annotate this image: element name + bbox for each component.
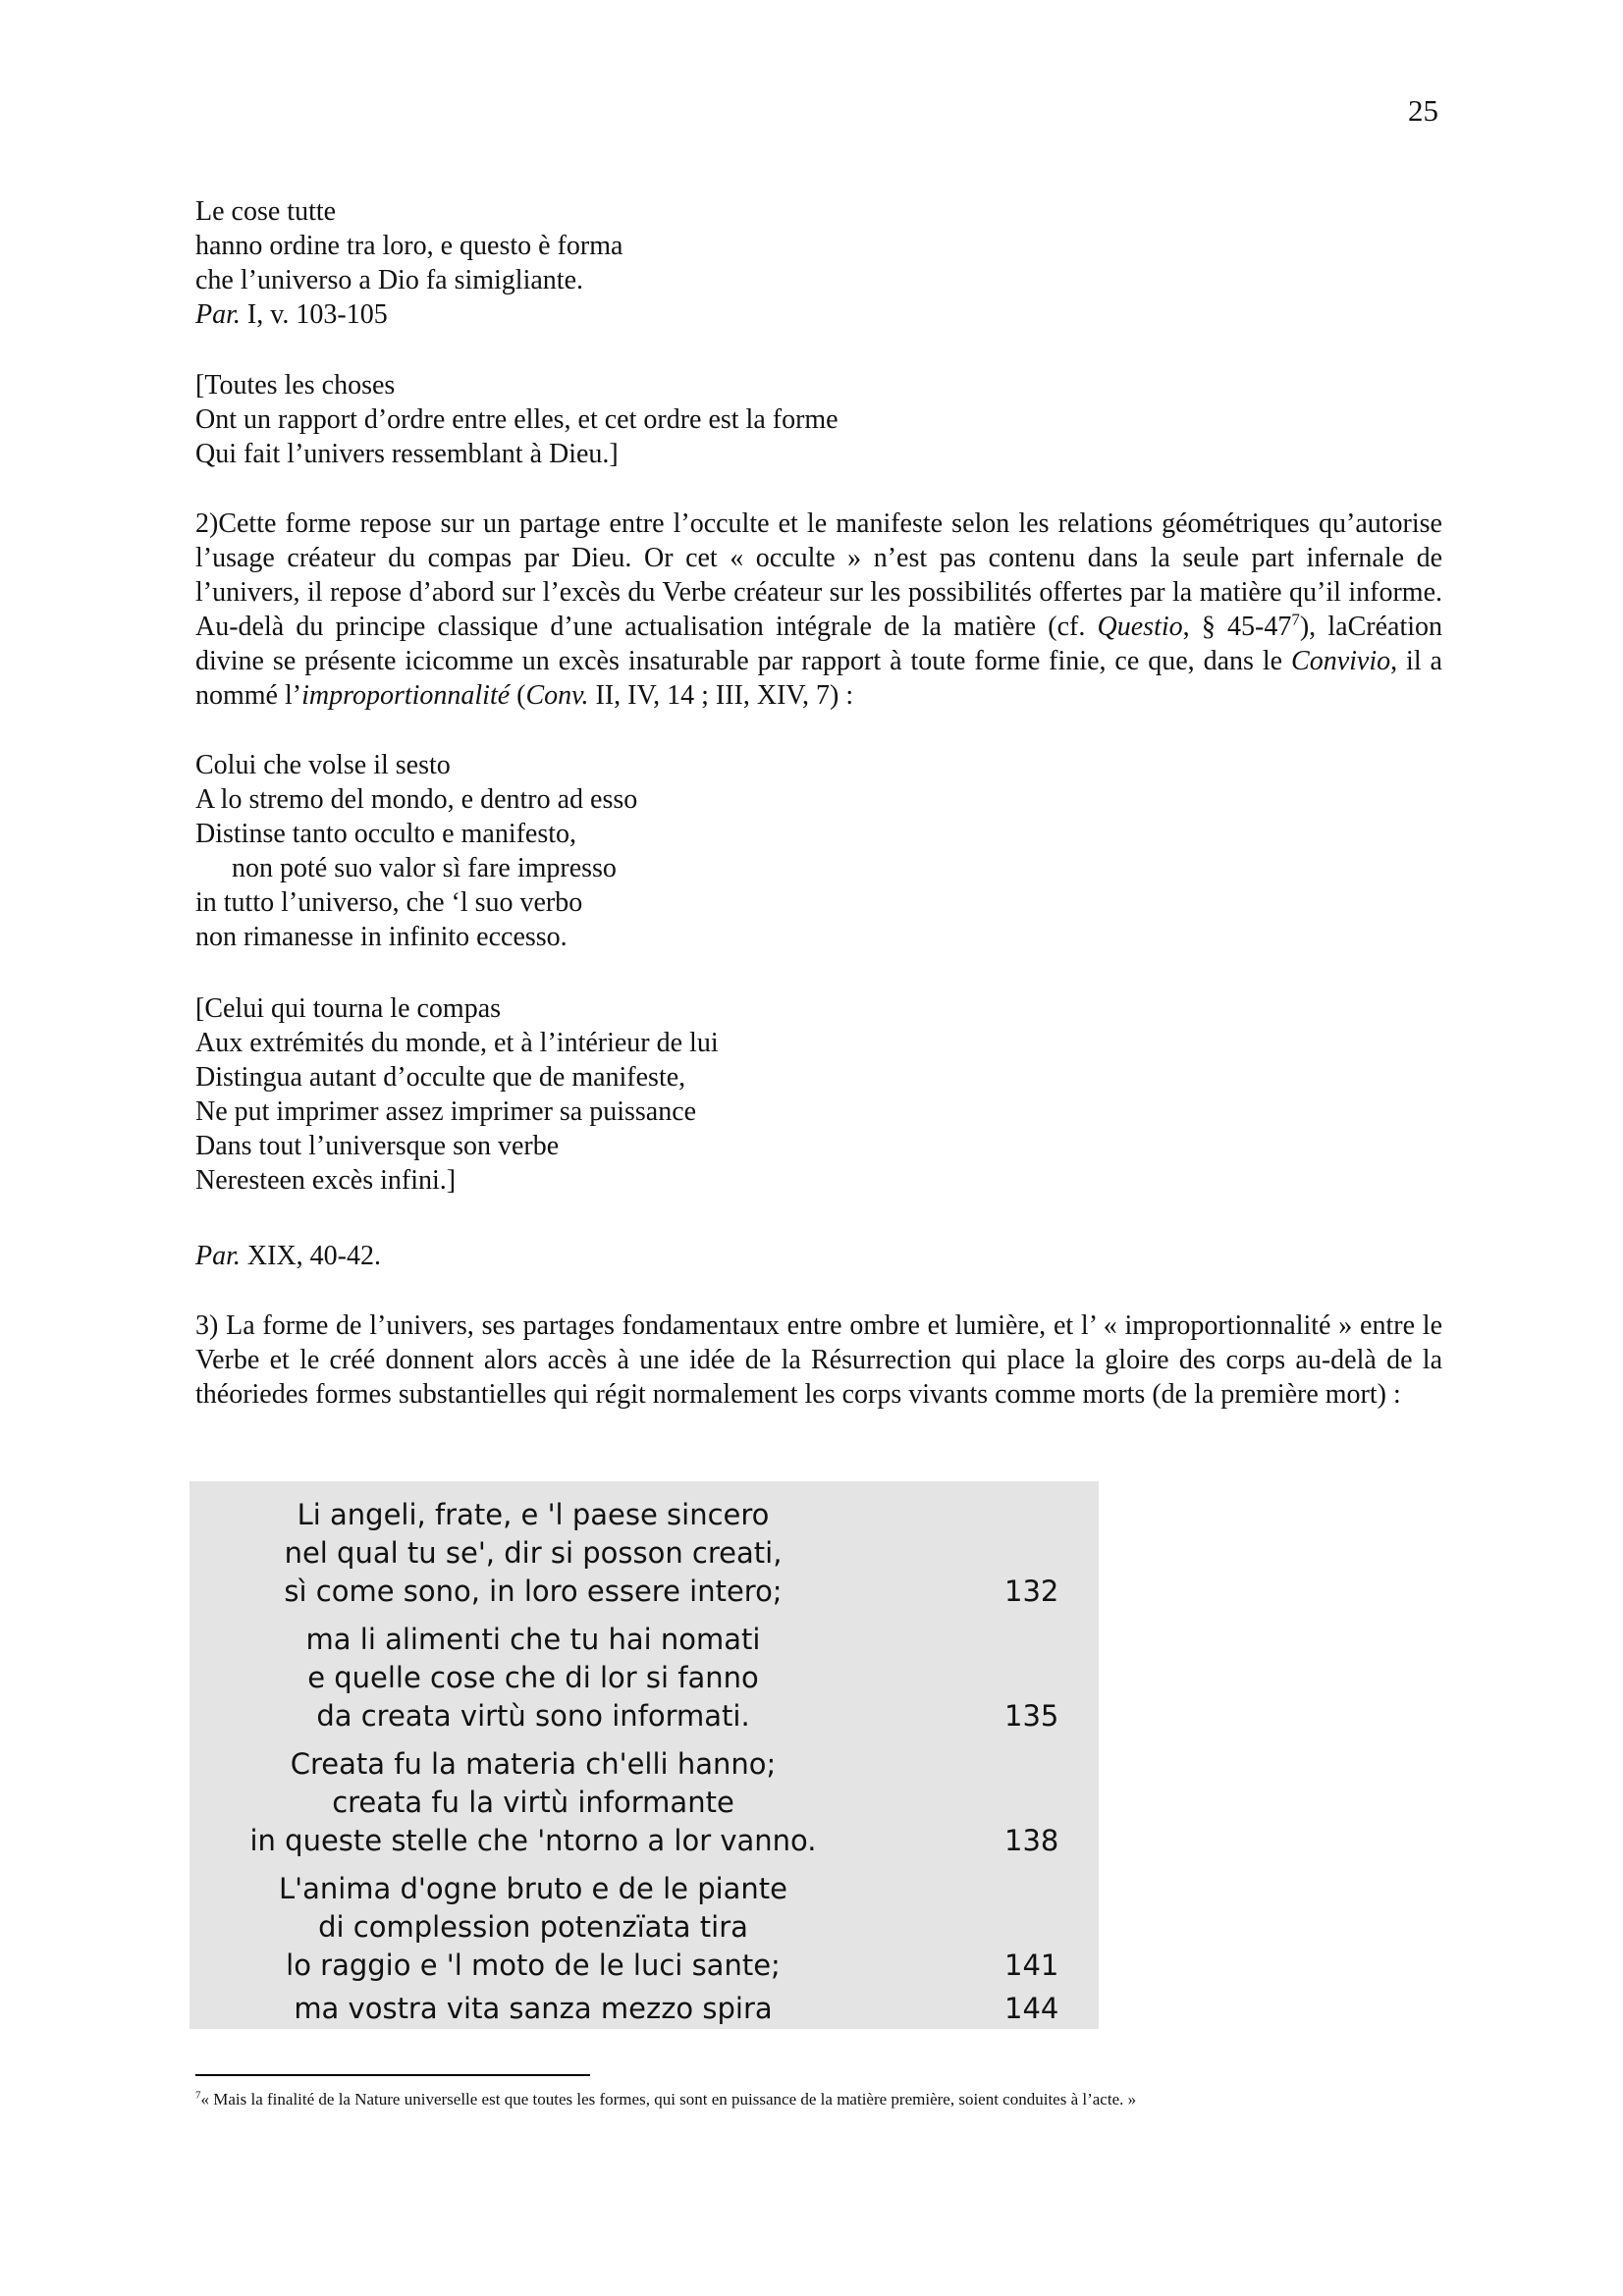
footnote-text: « Mais la finalité de la Nature universelle est que toutes les formes, qui sont en puissance de la matière première, soient conduites à l’acte. » bbox=[200, 2090, 1137, 2109]
line-number: 132 bbox=[1004, 1575, 1059, 1608]
translation-line: Neresteen excès infini.] bbox=[195, 1165, 457, 1196]
translation-line: Qui fait l’univers ressemblant à Dieu.] bbox=[195, 439, 619, 469]
translation-line: [Celui qui tourna le compas bbox=[195, 993, 502, 1024]
paragraph-3: 3) La forme de l’univers, ses partages fondamentaux entre ombre et lumière, et l’ « improportionnalité » entre le Verbe et le créé donnent alors accès à une idée de la Résurrection qui place la gloire des corps au-delà de la théoriedes formes substantielles qui régit normalement les corps vivants comme morts (de la première mort) : bbox=[195, 1310, 1442, 1410]
paragraph-2: 2)Cette forme repose sur un partage entre l’occulte et le manifeste selon les relations géométriques qu’autorise l’usage créateur du compas par Dieu. Or cet « occulte » n’est pas contenu dans la seule part infernale de l’univers, il repose d’abord sur l’excès du Verbe créateur sur les possibilités offertes par la matière qu’il informe. Au-delà du principe classique d’une actualisation intégrale de la matière (cf. Questio, § $45-47^7$), laCréation divine se présente icicomme un excès insaturable par rapport à toute forme finie, ce que, dans le Convivio, il a nommé l’improportionnalité (Conv. II, IV, 14 ; III, XIV, 7) : bbox=[195, 508, 1442, 711]
excerpt-line: ma vostra vita sanza mezzo spira 144 bbox=[189, 1988, 1099, 2027]
translation-2 bbox=[195, 991, 719, 1198]
verse-reference: Par. I, v. 103-105 bbox=[195, 299, 388, 330]
translation-line: Dans tout l’universque son verbe bbox=[195, 1131, 560, 1161]
excerpt-line: sì come sono, in loro essere intero; 132 bbox=[189, 1571, 1099, 1610]
line-number: 144 bbox=[1004, 1992, 1059, 2025]
line-number: 138 bbox=[1004, 1824, 1059, 1857]
verse-line: Distinse tanto occulto e manifesto, bbox=[195, 819, 577, 849]
footnote-separator bbox=[195, 2074, 590, 2076]
page-number: 25 bbox=[1408, 93, 1438, 128]
verse-line: hanno ordine tra loro, e questo è forma bbox=[195, 231, 623, 261]
excerpt-line: L'anima d'ogne bruto e de le piante bbox=[278, 1872, 788, 1905]
line-number: 135 bbox=[1004, 1699, 1059, 1733]
excerpt-line: ma li alimenti che tu hai nomati bbox=[305, 1623, 761, 1656]
translation-line: Ont un rapport d’ordre entre elles, et cet ordre est la forme bbox=[195, 404, 839, 435]
translation-line: Distingua autant d’occulte que de manifeste, bbox=[195, 1062, 686, 1093]
verse-line: Colui che volse il sesto bbox=[195, 750, 451, 780]
footnote-reference[interactable]: 7 bbox=[1291, 610, 1300, 629]
excerpt-line: creata fu la virtù informante bbox=[332, 1786, 734, 1819]
verse-line: che l’universo a Dio fa simigliante. bbox=[195, 265, 583, 295]
verse-2 bbox=[195, 748, 637, 954]
excerpt-line: e quelle cose che di lor si fanno bbox=[307, 1661, 759, 1694]
line-number: 141 bbox=[1004, 1949, 1059, 1982]
verse-line: in tutto l’universo, che ‘l suo verbo bbox=[195, 887, 583, 918]
verse-reference-2: Par. XIX, 40-42. bbox=[195, 1241, 381, 1271]
excerpt-line: di complession potenzïata tira bbox=[318, 1910, 748, 1944]
footnote-marker: 7 bbox=[195, 2089, 201, 2102]
excerpt-line: in queste stelle che 'ntorno a lor vanno. 138 bbox=[189, 1820, 1099, 1859]
translation-line: [Toutes les choses bbox=[195, 370, 396, 400]
excerpt-line: nel qual tu se', dir si posson creati, bbox=[284, 1536, 783, 1570]
verse-line: Le cose tutte bbox=[195, 196, 337, 227]
excerpt-line: lo raggio e 'l moto de le luci sante; 141 bbox=[189, 1945, 1099, 1984]
verse-line: non poté suo valor sì fare impresso bbox=[232, 853, 617, 883]
verse-line: A lo stremo del mondo, e dentro ad esso bbox=[195, 784, 638, 815]
excerpt-line: Li angeli, frate, e 'l paese sincero bbox=[297, 1498, 770, 1531]
footnote bbox=[195, 2089, 1136, 2110]
excerpt-line: Creata fu la materia ch'elli hanno; bbox=[290, 1747, 777, 1781]
verse-1 bbox=[195, 194, 622, 332]
translation-1 bbox=[195, 368, 839, 471]
translation-line: Aux extrémités du monde, et à l’intérieur de lui bbox=[195, 1028, 719, 1058]
verse-line: non rimanesse in infinito eccesso. bbox=[195, 922, 568, 952]
verse-excerpt-box bbox=[189, 1481, 1099, 2029]
translation-line: Ne put imprimer assez imprimer sa puissance bbox=[195, 1096, 697, 1127]
excerpt-line: da creata virtù sono informati. 135 bbox=[189, 1695, 1099, 1735]
